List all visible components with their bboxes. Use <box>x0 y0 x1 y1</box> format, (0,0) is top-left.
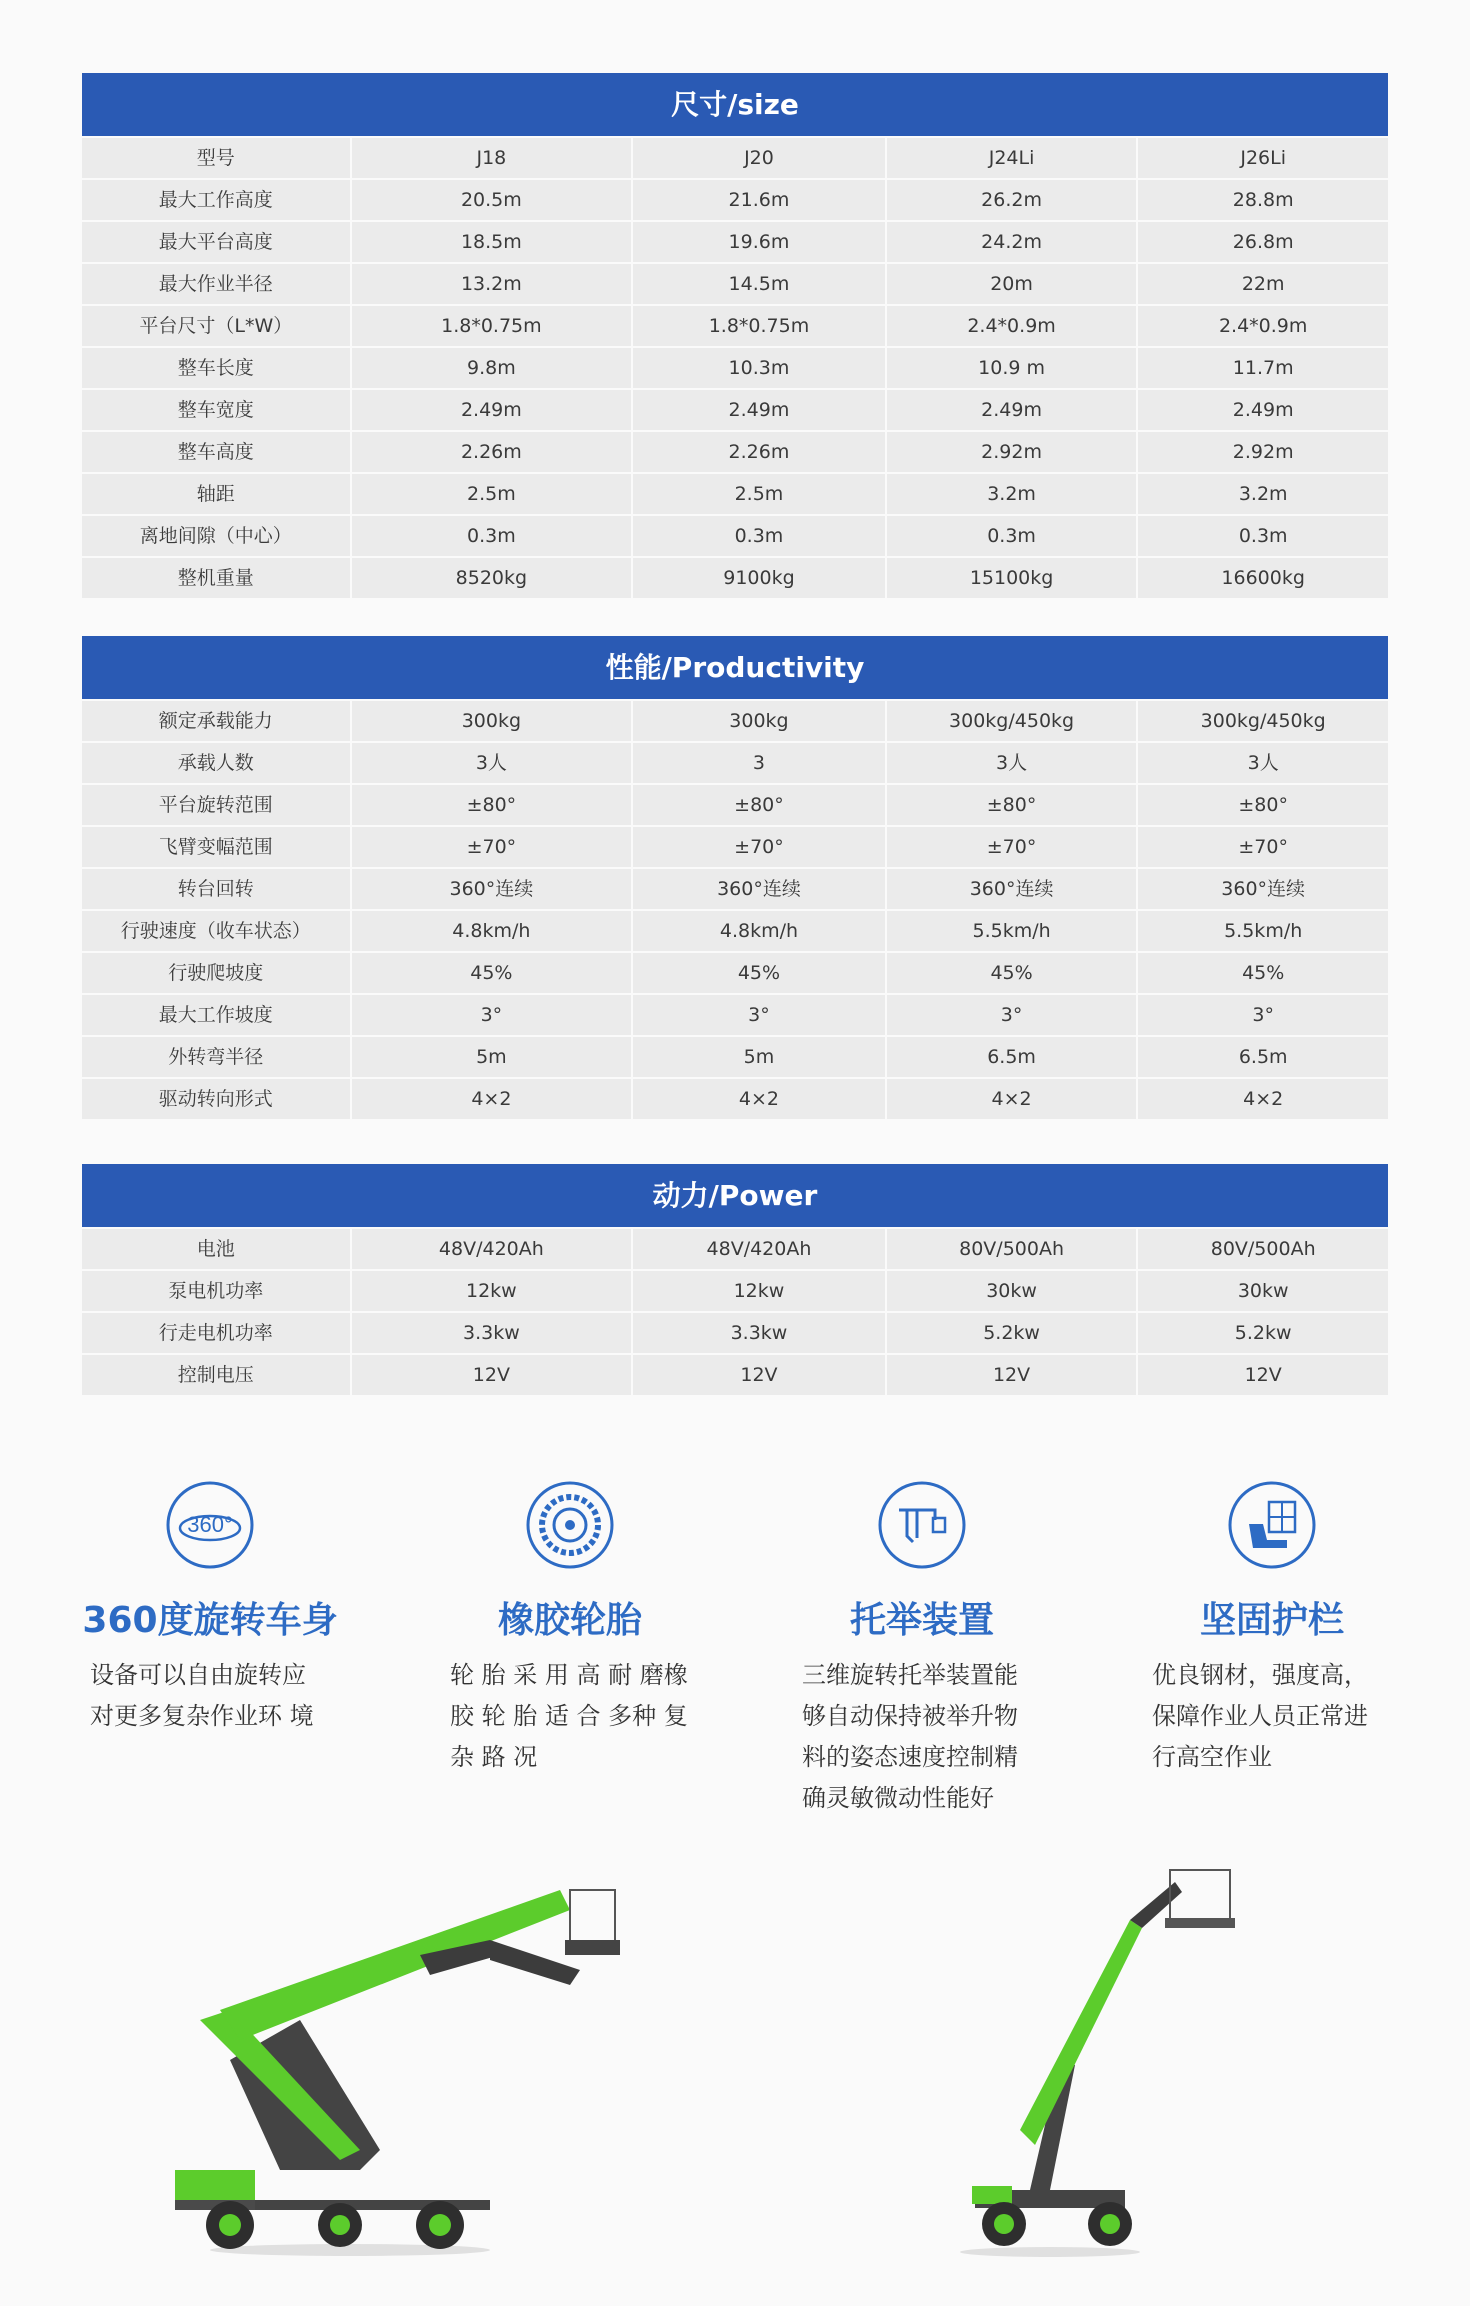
table-cell: 2.49m <box>887 390 1137 430</box>
table-cell: 6.5m <box>887 1037 1137 1077</box>
boom-lift-image-right <box>960 1860 1280 2260</box>
table-cell: J18 <box>352 138 632 178</box>
table-cell: 5.2kw <box>887 1313 1137 1353</box>
table-row <box>82 1355 1388 1395</box>
size-table <box>82 73 1388 598</box>
table-cell: 12V <box>352 1355 632 1395</box>
table-cell: 80V/500Ah <box>887 1229 1137 1269</box>
table-cell: 1.8*0.75m <box>633 306 885 346</box>
guardrail-icon <box>1227 1480 1317 1570</box>
row-label: 离地间隙（中心） <box>82 516 350 556</box>
power-table <box>82 1164 1388 1395</box>
table-cell: 12V <box>633 1355 885 1395</box>
table-cell: ±80° <box>352 785 632 825</box>
table-row <box>82 995 1388 1035</box>
table-cell: 14.5m <box>633 264 885 304</box>
table-cell: 3° <box>352 995 632 1035</box>
row-label: 轴距 <box>82 474 350 514</box>
table-cell: 2.4*0.9m <box>1138 306 1388 346</box>
table-cell: 2.92m <box>887 432 1137 472</box>
table-cell: 300kg/450kg <box>887 701 1137 741</box>
row-label: 外转弯半径 <box>82 1037 350 1077</box>
table-cell: 4.8km/h <box>352 911 632 951</box>
table-cell: 10.9 m <box>887 348 1137 388</box>
table-cell: 26.2m <box>887 180 1137 220</box>
table-row <box>82 558 1388 598</box>
table-cell: 3 <box>633 743 885 783</box>
table-cell: 3人 <box>887 743 1137 783</box>
table-cell: 16600kg <box>1138 558 1388 598</box>
row-label: 行驶速度（收车状态） <box>82 911 350 951</box>
row-label: 行驶爬坡度 <box>82 953 350 993</box>
power-table-body <box>82 1229 1388 1395</box>
table-row <box>82 743 1388 783</box>
rotate-360-icon-label: 360° <box>187 1512 233 1537</box>
rotate-360-icon <box>165 1480 255 1570</box>
table-row <box>82 264 1388 304</box>
table-cell: 300kg <box>352 701 632 741</box>
table-cell: 12kw <box>352 1271 632 1311</box>
row-label: 额定承载能力 <box>82 701 350 741</box>
table-cell: 1.8*0.75m <box>352 306 632 346</box>
table-cell: 300kg <box>633 701 885 741</box>
table-cell: 22m <box>1138 264 1388 304</box>
table-cell: ±70° <box>633 827 885 867</box>
table-cell: 18.5m <box>352 222 632 262</box>
table-cell: 45% <box>633 953 885 993</box>
table-cell: 4×2 <box>352 1079 632 1119</box>
table-row <box>82 1313 1388 1353</box>
table-cell: 3° <box>1138 995 1388 1035</box>
table-cell: 300kg/450kg <box>1138 701 1388 741</box>
table-cell: 360°连续 <box>352 869 632 909</box>
table-cell: 3.3kw <box>352 1313 632 1353</box>
table-row <box>82 827 1388 867</box>
productivity-table <box>82 636 1388 1119</box>
table-cell: 5.2kw <box>1138 1313 1388 1353</box>
table-row <box>82 1037 1388 1077</box>
table-cell: 11.7m <box>1138 348 1388 388</box>
feature-line: 对更多复杂作业环 境 <box>90 1702 314 1730</box>
power-table-title: 动力/Power <box>82 1164 1388 1227</box>
table-cell: 48V/420Ah <box>352 1229 632 1269</box>
table-row <box>82 474 1388 514</box>
table-cell: 15100kg <box>887 558 1137 598</box>
table-cell: 4.8km/h <box>633 911 885 951</box>
row-label: 整车高度 <box>82 432 350 472</box>
table-cell: 21.6m <box>633 180 885 220</box>
table-cell: 48V/420Ah <box>633 1229 885 1269</box>
row-label: 行走电机功率 <box>82 1313 350 1353</box>
productivity-table-body <box>82 701 1388 1119</box>
size-table-title: 尺寸/size <box>82 73 1388 136</box>
table-cell: ±80° <box>887 785 1137 825</box>
table-cell: 45% <box>1138 953 1388 993</box>
row-label: 整车宽度 <box>82 390 350 430</box>
row-label: 转台回转 <box>82 869 350 909</box>
table-cell: 3° <box>887 995 1137 1035</box>
table-cell: 0.3m <box>1138 516 1388 556</box>
table-cell: J20 <box>633 138 885 178</box>
table-cell: 20m <box>887 264 1137 304</box>
row-label: 最大工作坡度 <box>82 995 350 1035</box>
table-cell: 3.2m <box>1138 474 1388 514</box>
feature-line: 胶 轮 胎 适 合 多种 复 <box>450 1702 688 1730</box>
table-cell: 5m <box>633 1037 885 1077</box>
table-row <box>82 306 1388 346</box>
feature-description <box>80 1655 340 1737</box>
table-cell: 5.5km/h <box>887 911 1137 951</box>
table-cell: 2.92m <box>1138 432 1388 472</box>
table-row <box>82 701 1388 741</box>
table-row <box>82 1079 1388 1119</box>
feature-line: 够自动保持被举升物 <box>802 1702 1018 1730</box>
feature-line: 杂 路 况 <box>450 1743 538 1771</box>
lifting-device-icon <box>877 1480 967 1570</box>
table-cell: 4×2 <box>633 1079 885 1119</box>
row-label: 泵电机功率 <box>82 1271 350 1311</box>
table-cell: 10.3m <box>633 348 885 388</box>
feature-description <box>792 1655 1052 1819</box>
table-cell: 12V <box>887 1355 1137 1395</box>
table-cell: 2.5m <box>633 474 885 514</box>
table-cell: 12V <box>1138 1355 1388 1395</box>
table-cell: 28.8m <box>1138 180 1388 220</box>
feature-description <box>440 1655 700 1778</box>
table-row <box>82 222 1388 262</box>
row-label: 控制电压 <box>82 1355 350 1395</box>
table-row <box>82 348 1388 388</box>
table-row <box>82 911 1388 951</box>
row-label: 最大工作高度 <box>82 180 350 220</box>
table-cell: 3人 <box>352 743 632 783</box>
row-label: 整车长度 <box>82 348 350 388</box>
table-cell: 3人 <box>1138 743 1388 783</box>
table-cell: 20.5m <box>352 180 632 220</box>
table-cell: 0.3m <box>887 516 1137 556</box>
table-cell: 30kw <box>887 1271 1137 1311</box>
row-label: 平台尺寸（L*W） <box>82 306 350 346</box>
table-row <box>82 390 1388 430</box>
row-label: 型号 <box>82 138 350 178</box>
table-row <box>82 869 1388 909</box>
table-row <box>82 138 1388 178</box>
table-cell: 2.26m <box>352 432 632 472</box>
table-cell: J24Li <box>887 138 1137 178</box>
table-cell: 9.8m <box>352 348 632 388</box>
row-label: 飞臂变幅范围 <box>82 827 350 867</box>
productivity-table-title: 性能/Productivity <box>82 636 1388 699</box>
table-row <box>82 953 1388 993</box>
table-cell: 19.6m <box>633 222 885 262</box>
table-row <box>82 1229 1388 1269</box>
table-cell: 2.4*0.9m <box>887 306 1137 346</box>
feature-guardrail <box>1142 1480 1402 1778</box>
boom-lift-image-left <box>160 1860 660 2260</box>
table-cell: 360°连续 <box>1138 869 1388 909</box>
feature-line: 轮 胎 采 用 高 耐 磨橡 <box>450 1661 688 1689</box>
feature-line: 优良钢材，强度高， <box>1152 1661 1368 1689</box>
table-cell: 360°连续 <box>633 869 885 909</box>
table-cell: 8520kg <box>352 558 632 598</box>
table-cell: 2.49m <box>633 390 885 430</box>
feature-tire <box>440 1480 700 1778</box>
table-cell: ±70° <box>352 827 632 867</box>
table-cell: 5m <box>352 1037 632 1077</box>
row-label: 最大平台高度 <box>82 222 350 262</box>
table-cell: 2.49m <box>352 390 632 430</box>
table-row <box>82 785 1388 825</box>
table-cell: 24.2m <box>887 222 1137 262</box>
feature-description <box>1142 1655 1402 1778</box>
table-cell: 0.3m <box>633 516 885 556</box>
feature-line: 行高空作业 <box>1152 1743 1272 1771</box>
table-cell: ±80° <box>1138 785 1388 825</box>
feature-line: 保障作业人员正常进 <box>1152 1702 1368 1730</box>
table-cell: ±70° <box>887 827 1137 867</box>
row-label: 承载人数 <box>82 743 350 783</box>
table-cell: ±80° <box>633 785 885 825</box>
table-cell: ±70° <box>1138 827 1388 867</box>
table-cell: 2.5m <box>352 474 632 514</box>
size-table-body <box>82 138 1388 598</box>
table-cell: 45% <box>352 953 632 993</box>
table-cell: 3.3kw <box>633 1313 885 1353</box>
feature-rotation <box>80 1480 340 1737</box>
table-cell: 4×2 <box>1138 1079 1388 1119</box>
feature-line: 确灵敏微动性能好 <box>802 1784 994 1812</box>
tire-icon <box>525 1480 615 1570</box>
table-cell: 5.5km/h <box>1138 911 1388 951</box>
table-cell: 360°连续 <box>887 869 1137 909</box>
table-row <box>82 180 1388 220</box>
table-cell: 80V/500Ah <box>1138 1229 1388 1269</box>
table-cell: 0.3m <box>352 516 632 556</box>
feature-line: 三维旋转托举装置能 <box>802 1661 1018 1689</box>
table-cell: 3° <box>633 995 885 1035</box>
table-row <box>82 1271 1388 1311</box>
row-label: 驱动转向形式 <box>82 1079 350 1119</box>
table-cell: 2.49m <box>1138 390 1388 430</box>
table-cell: 4×2 <box>887 1079 1137 1119</box>
feature-title: 橡胶轮胎 <box>497 1600 642 1641</box>
feature-line: 料的姿态速度控制精 <box>802 1743 1018 1771</box>
feature-title: 坚固护栏 <box>1199 1600 1344 1641</box>
table-cell: 9100kg <box>633 558 885 598</box>
table-cell: 30kw <box>1138 1271 1388 1311</box>
feature-line: 设备可以自由旋转应 <box>90 1661 306 1689</box>
row-label: 整机重量 <box>82 558 350 598</box>
table-cell: 3.2m <box>887 474 1137 514</box>
table-cell: 2.26m <box>633 432 885 472</box>
table-cell: J26Li <box>1138 138 1388 178</box>
table-row <box>82 432 1388 472</box>
row-label: 最大作业半径 <box>82 264 350 304</box>
table-cell: 12kw <box>633 1271 885 1311</box>
table-row <box>82 516 1388 556</box>
feature-lifting-device <box>792 1480 1052 1819</box>
feature-title: 360度旋转车身 <box>82 1600 338 1641</box>
row-label: 平台旋转范围 <box>82 785 350 825</box>
feature-title: 托举装置 <box>849 1600 994 1641</box>
table-cell: 26.8m <box>1138 222 1388 262</box>
table-cell: 13.2m <box>352 264 632 304</box>
row-label: 电池 <box>82 1229 350 1269</box>
table-cell: 6.5m <box>1138 1037 1388 1077</box>
table-cell: 45% <box>887 953 1137 993</box>
